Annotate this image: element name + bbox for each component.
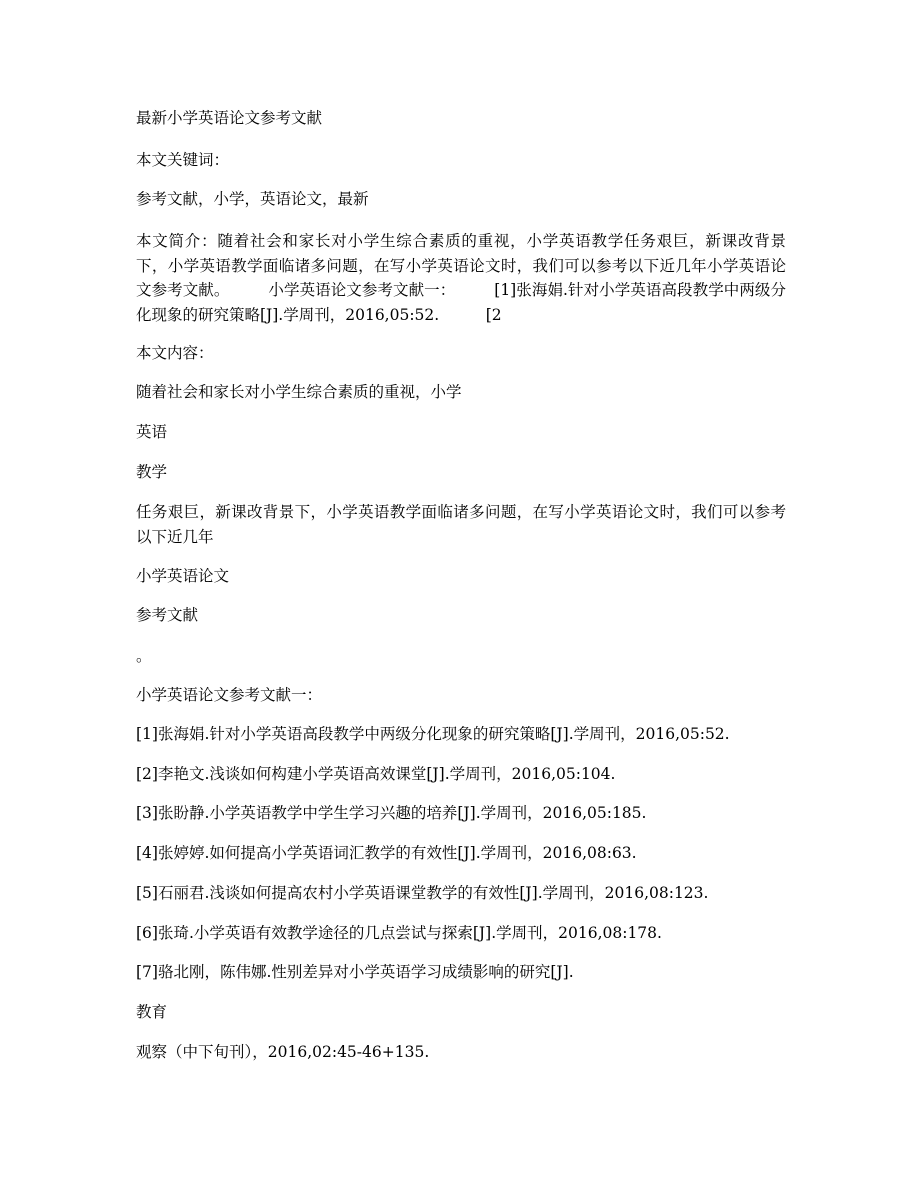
trailing-fragment: 教育: [136, 1003, 168, 1021]
trailing-fragment: 观察（中下旬刊），2016,02:45-46+135.: [136, 1043, 430, 1061]
keywords-text: 参考文献，小学，英语论文，最新: [136, 190, 369, 208]
reference-item: [3]张盼静.小学英语教学中学生学习兴趣的培养[J].学周刊，2016,05:185.: [136, 804, 647, 822]
content-fragment: 教学: [136, 463, 168, 481]
content-fragment: 。: [136, 647, 152, 665]
content-fragment: 参考文献: [136, 606, 199, 624]
reference-item: [2]李艳文.浅谈如何构建小学英语高效课堂[J].学周刊，2016,05:104.: [136, 765, 616, 783]
content-fragment: 小学英语论文: [136, 567, 230, 585]
reference-item: [7]骆北刚，陈伟娜.性别差异对小学英语学习成绩影响的研究[J].: [136, 963, 574, 981]
reference-item: [6]张琦.小学英语有效教学途径的几点尝试与探索[J].学周刊，2016,08:178.: [136, 924, 662, 942]
content-fragment: 英语: [136, 423, 168, 441]
content-fragment: 任务艰巨，新课改背景下，小学英语教学面临诸多问题，在写小学英语论文时，我们可以参考以下近几年: [136, 503, 786, 546]
reference-item: [5]石丽君.浅谈如何提高农村小学英语课堂教学的有效性[J].学周刊，2016,08:123.: [136, 884, 709, 902]
reference-item: [4]张婷婷.如何提高小学英语词汇教学的有效性[J].学周刊，2016,08:63.: [136, 844, 637, 862]
summary-paragraph: 本文简介：随着社会和家长对小学生综合素质的重视，小学英语教学任务艰巨，新课改背景下，小学英语教学面临诸多问题，在写小学英语论文时，我们可以参考以下近几年小学英语论文参考文献。 小学英语论文参考文献一： [1]张海娟.针对小学英语高段教学中两级分化现象的研究策略[J].学周刊，2016,05:52. [2: [136, 232, 786, 324]
document-title: 最新小学英语论文参考文献: [136, 109, 323, 127]
content-label: 本文内容：: [136, 344, 214, 362]
references-heading: 小学英语论文参考文献一：: [136, 686, 323, 704]
keywords-label: 本文关键词：: [136, 151, 230, 169]
content-fragment: 随着社会和家长对小学生综合素质的重视，小学: [136, 383, 462, 401]
reference-item: [1]张海娟.针对小学英语高段教学中两级分化现象的研究策略[J].学周刊，2016,05:52.: [136, 725, 730, 743]
